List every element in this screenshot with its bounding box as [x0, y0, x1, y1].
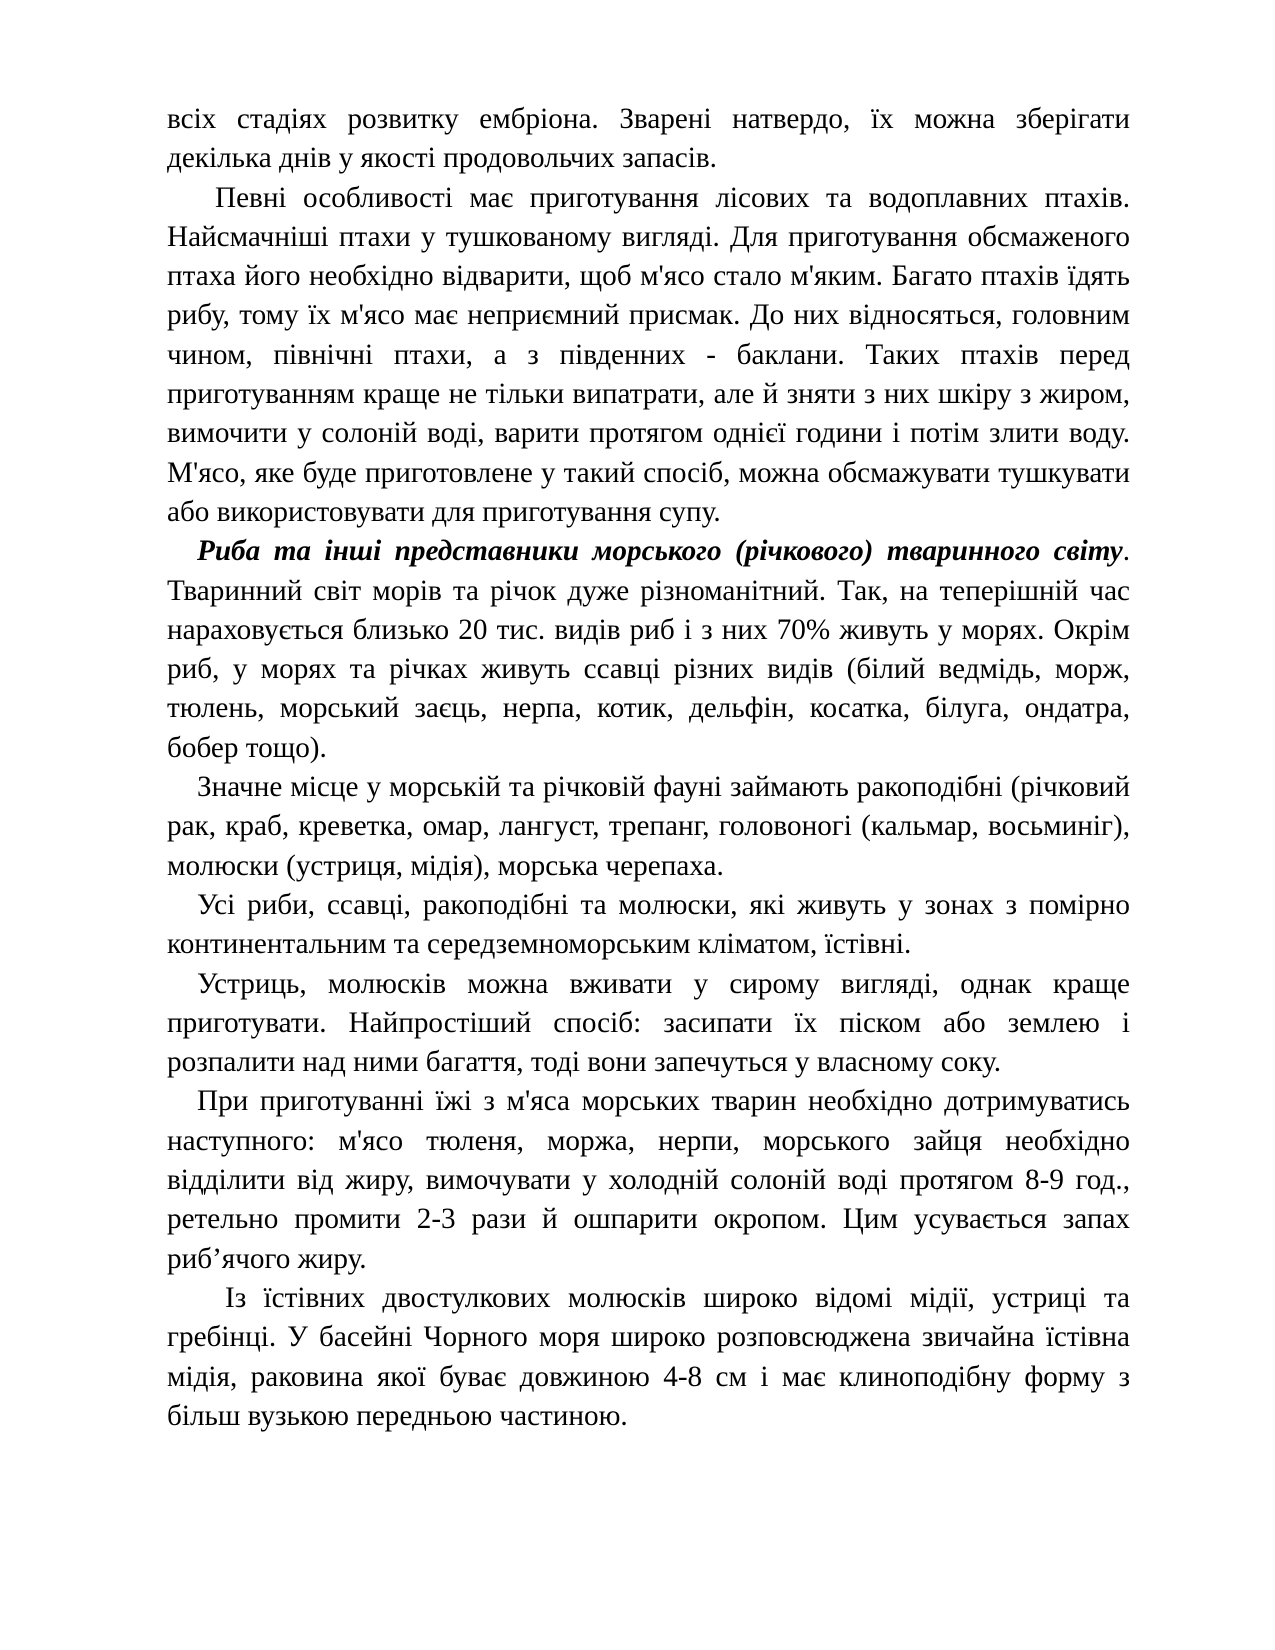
paragraph-fish-and-sea-animals [167, 532, 1130, 768]
paragraph-fish-body: . Тваринний світ морів та річок дуже різноманітний. Так, на теперішній час нараховується близько 20 тис. видів риб і з них 70% живуть у морях. Окрім риб, у морях та річках живуть ссавці різних видів (білий ведмідь, морж, тюлень, морський заєць, нерпа, котик, дельфін, косатка, білуга, ондатра, бобер тощо). [167, 535, 1130, 764]
text-block [167, 100, 1130, 1436]
paragraph-crustaceans: Значне місце у морській та річковій фауні займають ракоподібні (річковий рак, краб, креветка, омар, лангуст, трепанг, головоногі (кальмар, восьминіг), молюски (устриця, мідія), морська черепаха. [167, 771, 1130, 882]
paragraph-oysters: Устриць, молюсків можна вживати у сирому вигляді, однак краще приготувати. Найпростіший спосіб: засипати їх піском або землею і розпалити над ними багаття, тоді вони запечуться у власному соку. [167, 967, 1130, 1079]
paragraph-sea-animal-meat: При приготуванні їжі з м'яса морських тварин необхідно дотримуватись наступного: м'ясо тюленя, моржа, нерпи, морського зайця необхідно відділити від жиру, вимочувати у холодній солоній воді протягом 8-9 год., ретельно промити 2-3 рази й ошпарити окропом. Цим усувається запах риб’ячого жиру. [167, 1085, 1130, 1275]
paragraph-egg-storage: всіх стадіях розвитку ембріона. Зварені натвердо, їх можна зберігати декілька днів у якості продовольчих запасів. [167, 103, 1130, 175]
paragraph-mussels: Із їстівних двостулкових молюсків широко відомі мідії, устриці та гребінці. У басейні Чорного моря широко розповсюджена звичайна їстівна мідія, раковина якої буває довжиною 4-8 см і має клиноподібну форму з більш вузькою передньою частиною. [167, 1281, 1130, 1432]
paragraph-bird-preparation: Певні особливості має приготування лісових та водоплавних птахів. Найсмачніші птахи у тушкованому вигляді. Для приготування обсмаженого птаха його необхідно відварити, щоб м'ясо стало м'яким. Багато птахів їдять рибу, тому їх м'ясо має неприємний присмак. До них відносяться, головним чином, північні птахи, а з південних - баклани. Таких птахів перед приготуванням краще не тільки випатрати, але й зняти з них шкіру з жиром, вимочити у солоній воді, варити протягом однієї години і потім злити воду. М'ясо, яке буде приготовлене у такий спосіб, можна обсмажувати тушкувати або використовувати для приготування супу. [167, 181, 1130, 528]
paragraph-edibility: Усі риби, ссавці, ракоподібні та молюски, які живуть у зонах з помірно континентальним та середземноморським кліматом, їстівні. [167, 888, 1130, 961]
section-heading-fish: Риба та інші представники морського (річкового) тваринного світу [197, 535, 1123, 568]
